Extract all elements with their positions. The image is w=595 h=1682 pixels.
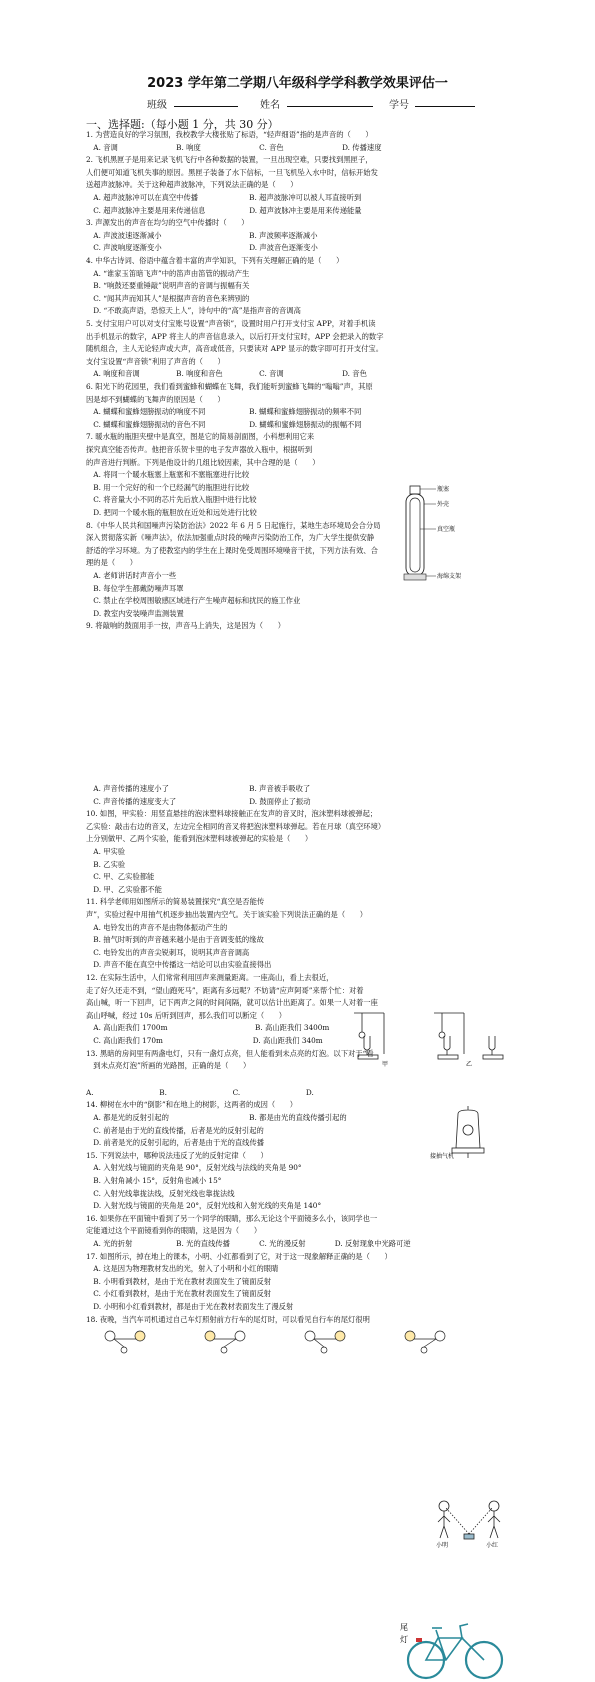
question-line: B. 入射角减小 15°，反射角也减小 15° [86,1176,222,1185]
question-line: D. “不敢高声语，恐惊天上人”，诗句中的“高”是指声音的音调高 [86,306,301,316]
question-line: A. 声波波速逐渐减小 B. 声波频率逐渐减小 [86,230,318,240]
light-path-options [98,1326,458,1354]
question-line: C. 超声波脉冲主要是用来传递信息 D. 超声波脉冲主要是用来传递能量 [86,205,362,215]
question-line: A. 光的折射 B. 光的直线传播 C. 光的漫反射 D. 反射现象中光路可逆 [86,1239,411,1248]
question-line: 18. 夜晚，当汽车司机通过自己车灯照射前方行车的尾灯时，可以看见自行车的尾灯很明 [86,1314,370,1324]
id-field[interactable] [415,96,475,107]
bicycle-diagram [398,1612,508,1682]
label-sponge-support: 海绵支架 [437,573,462,580]
question-line: 14. 柳树在水中的“倒影”和在地上的树影，这两者的成因（ ） [86,1100,298,1110]
section-title: 一、选择题:（每小题 1 分，共 30 分） [86,118,279,131]
question-line: 的声音进行判断。下列是他设计的几组比较因素，其中合理的是（ ） [86,457,320,467]
question-line: 3. 声源发出的声音在均匀的空气中传播时（ ） [86,218,249,228]
question-line: C. 声音传播的速度变大了 D. 鼓面停止了振动 [86,796,311,806]
question-line: 因是却不到蝴蝶的飞舞声的原因是（ ） [86,394,225,404]
question-line: C. 甲、乙实验都能 [86,872,155,882]
question-line: C. 前者是由于光的直线传播，后者是光的反射引起的 [86,1125,264,1135]
question-line: 5. 支付宝用户可以对支付宝账号设置“声音锁”，设置时用户打开支付宝 APP，对着手机读 [86,319,376,328]
question-line: C. “闻其声而知其人”是根据声音的音色来辨别的 [86,293,250,303]
question-line: B. “响鼓还要重锤敲”说明声音的音调与振幅有关 [86,281,250,291]
question-line: 舒适的学习环境。为了使教室内的学生在上课时免受周围环境噪音干扰，下列方法有效、合 [86,545,378,555]
question-line: C. 将音量大小不同的芯片先后放入瓶胆中进行比较 [86,495,257,505]
question-line: 人们便可知道飞机失事的原因。黑匣子装备了水下信标，一旦飞机坠入水中时，信标开始发 [86,167,378,177]
question-line: 1. 为营造良好的学习氛围，我校教学大楼张贴了标语，“轻声细语”指的是声音的（ ） [86,130,373,139]
question-line: D. 声音不能在真空中传播这一结论可以由实验直接得出 [86,960,272,970]
question-line: 7. 暖水瓶的瓶胆夹壁中是真空，图是它的简易剖面图，小科想利用它来 [86,432,315,442]
question-line: 9. 将敲响的鼓面用手一按，声音马上消失，这是因为（ ） [86,621,285,631]
question-line: B. 每位学生都戴防噪声耳罩 [86,583,184,593]
question-line: 深入贯彻落实新《噪声法》，依法加强重点时段的噪声污染防治工作，为广大学生提供安静 [86,533,375,543]
thermos-diagram [396,484,471,584]
question-line: 17. 如图所示，掉在地上的课本，小明、小红都看到了它，对于这一现象解释正确的是（ ） [86,1251,392,1261]
question-line: D. 教室内安装噪声监测装置 [86,608,184,618]
name-label: 姓名 [260,100,280,111]
label-cork: 瓶塞 [437,486,450,493]
question-line: C. 蝴蝶和蜜蜂翅膀振动的音色不同 D. 蝴蝶和蜜蜂翅膀振动的振幅不同 [86,419,362,429]
question-line: 定能通过这个平面镜看到你的眼睛，这是因为（ ） [86,1226,262,1236]
question-line: C. 入射光线靠拢法线，反射光线也靠拢法线 [86,1188,235,1198]
question-line: A. 超声波脉冲可以在真空中传播 B. 超声波脉冲可以被人耳直接听到 [86,193,362,202]
bell-jar-diagram [430,1100,510,1162]
question-line: A. 都是光的反射引起的 B. 都是由光的直线传播引起的 [86,1113,347,1122]
question-line: 13. 黑暗的房间里有两盏电灯，只有一盏灯点亮，但人能看到未点亮的灯泡。以下对于“看 [86,1048,374,1058]
exam-title: 2023 学年第二学期八年级科学学科教学效果评估一 [147,76,448,91]
label-yi: 乙 [466,1061,473,1068]
class-field[interactable] [174,96,238,107]
id-label: 学号 [389,100,409,111]
question-line: A. 蝴蝶和蜜蜂翅膀振动的响度不同 B. 蝴蝶和蜜蜂翅膀振动的频率不同 [86,407,362,417]
question-line: D. 甲、乙实验都不能 [86,884,162,894]
question-line: A. 将同一个暖水瓶塞上瓶塞和不塞瓶塞进行比较 [86,470,250,480]
question-line: C. 高山距我们 170m D. 高山距我们 340m [86,1036,323,1045]
question-line: B. 用一个完好的和一个已经漏气的瓶胆进行比较 [86,482,250,492]
label-xiaohong: 小红 [486,1542,499,1548]
question-line: A. “谁家玉笛暗飞声”中的笛声由笛管的振动产生 [86,268,250,278]
question-line: A. 电铃发出的声音不是由物体振动产生的 [86,922,228,932]
question-line: 高山喊，听一下回声，记下两声之间的时间间隔，就可以估计出距离了。如果一人对着一座 [86,998,378,1008]
tuning-fork-diagram [344,1008,514,1068]
question-line: A. B. C. D. [86,1087,314,1097]
question-line: A. 入射光线与镜面的夹角是 90°，反射光线与法线的夹角是 90° [86,1163,302,1173]
question-line: 4. 中华古诗词、俗语中蕴含着丰富的声学知识，下列有关理解正确的是（ ） [86,256,344,265]
question-line: C. 声波响度逐渐变小 D. 声波音色逐渐变小 [86,243,318,253]
question-line: B. 抽气时听到的声音越来越小是由于音调变低的缘故 [86,935,264,945]
label-xiaoming: 小明 [436,1542,449,1548]
question-line: C. 小红看到教材，是由于光在教材表面发生了镜面反射 [86,1289,272,1299]
question-line: C. 禁止在学校周围敏感区域进行产生噪声超标和扰民的施工作业 [86,596,301,606]
question-line: 6. 阳光下的花园里，我们看到蜜蜂和蝴蝶在飞舞，我们能听到蜜蜂飞舞的“嗡嗡”声，其原 [86,382,373,391]
name-field[interactable] [287,96,373,107]
question-line: 12. 在实际生活中，人们常常利用回声来测量距离。一座高山，看上去很近， [86,973,334,982]
question-line: C. 电铃发出的声音尖锐刺耳，说明其声音音调高 [86,947,250,957]
question-line: A. 甲实验 [86,847,126,856]
question-line: A. 响度和音调 B. 响度和音色 C. 音调 D. 音色 [86,369,367,379]
question-line: 高山呼喊，经过 10s 后听到回声，那么我们可以断定（ ） [86,1010,287,1020]
kids-book-diagram [430,1496,510,1548]
question-line: D. 入射光线与镜面的夹角是 20°，反射光线和入射光线的夹角是 140° [86,1201,322,1211]
question-line: 出手机显示的数字，APP 将主人的声音信息录入，以后打开支付宝时，APP 会把录入的数字 [86,331,384,341]
question-line: 送超声波脉冲。关于这种超声波脉冲，下列说法正确的是（ ） [86,180,298,190]
label-light: 灯 [400,1635,408,1644]
question-line: 声”，实验过程中用抽气机逐步抽出装置内空气。关于该实验下列说法正确的是（ ） [86,910,368,919]
question-line: D. 小明和小红看到教材，都是由于光在教材表面发生了漫反射 [86,1302,294,1311]
question-line: 理的是（ ） [86,558,138,568]
class-label: 班级 [147,100,167,111]
question-line: 乙实验：敲击右边的音叉，左边完全相同的音叉将把泡沫塑料球弹起。若在月球（真空环境） [86,821,386,831]
question-line: A. 音调 B. 响度 C. 音色 D. 传播速度 [86,142,382,152]
question-line: A. 老师讲话时声音小一些 [86,571,177,580]
question-line: 上分别做甲、乙两个实验，能看到泡沫塑料球被弹起的实验是（ ） [86,834,313,844]
question-line: B. 小明看到教材，是由于光在教材表面发生了镜面反射 [86,1276,272,1286]
question-line: B. 乙实验 [86,859,126,869]
question-line: 探究真空能否传声。他把音乐贺卡里的电子发声器放入瓶中，根据听到 [86,445,313,454]
question-line: 8.《中华人民共和国噪声污染防治法》2022 年 6 月 5 日起施行，某地生态环境局会合分局 [86,520,381,530]
question-line: 10. 如图，甲实验：用竖直悬挂的泡沫塑料球接触正在发声的音叉时，泡沫塑料球被弹起； [86,809,378,819]
question-line: D. 把同一个暖水瓶的瓶胆放在近处和远处进行比较 [86,508,257,517]
label-jia: 甲 [382,1061,389,1068]
question-line: 到未点亮灯泡”所画的光路图，正确的是（ ） [86,1061,251,1071]
question-line: 11. 科学老师用如图所示的简易装置探究“真空是否能传 [86,897,265,907]
question-line: 支付宝设置“声音锁”利用了声音的（ ） [86,356,225,366]
question-line: A. 声音传播的速度小了 B. 声音被手吸收了 [86,784,311,793]
question-line: 随机组合，主人无论轻声或大声，高音或低音，只要读对 APP 显示的数字即可打开支付宝。 [86,344,384,354]
question-line: D. 前者是光的反射引起的，后者是由于光的直线传播 [86,1138,265,1148]
label-tail: 尾 [400,1623,408,1632]
question-line: A. 高山距我们 1700m B. 高山距我们 3400m [86,1023,330,1033]
question-line: 2. 飞机黑匣子是用来记录飞机飞行中各种数据的装置，一旦出现空难，只要找到黑匣子， [86,155,373,165]
question-line: 15. 下列说法中，哪种说法违反了光的反射定律（ ） [86,1150,268,1160]
question-line: 走了好久还走不到，“望山跑死马”，距离有多远呢？不妨请“应声阿哥”来帮个忙：对着 [86,985,364,995]
question-line: 16. 如果你在平面镜中看到了另一个同学的眼睛，那么无论这个平面镜多么小，该同学也一 [86,1213,378,1223]
label-pump: 接抽气机 [430,1153,455,1160]
label-vacuum-flask: 真空瓶 [437,526,456,533]
question-line: A. 这是因为物理教材发出的光，射入了小明和小红的眼睛 [86,1264,279,1274]
label-shell: 外壳 [437,501,450,508]
